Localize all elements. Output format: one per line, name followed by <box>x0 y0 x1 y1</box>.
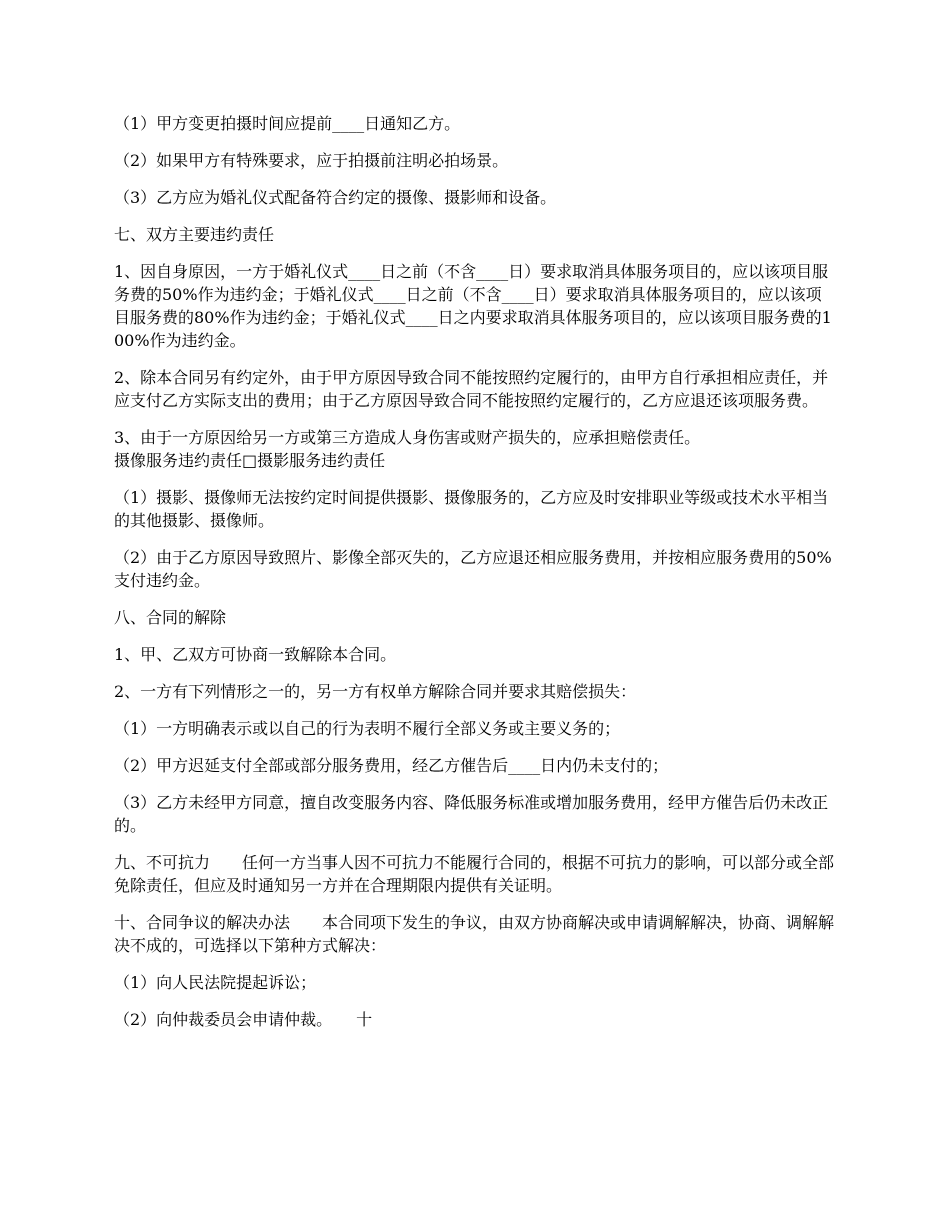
section-heading: 八、合同的解除 <box>114 608 227 627</box>
clause-paragraph: （1）一方明确表示或以自己的行为表明不履行全部义务或主要义务的； <box>114 719 621 738</box>
section-paragraph: 九、不可抗力 任何一方当事人因不可抗力不能履行合同的，根据不可抗力的影响，可以部分或全部免除责任，但应及时通知另一方并在合理期限内提供有关证明。 <box>114 853 835 895</box>
clause-paragraph: 2、除本合同另有约定外，由于甲方原因导致合同不能按照约定履行的，由甲方自行承担相应责任，并应支付乙方实际支出的费用；由于乙方原因导致合同不能按照约定履行的，乙方应退还该项服务费。 <box>114 368 829 410</box>
subsection-heading: 摄像服务违约责任□摄影服务违约责任 <box>114 451 386 470</box>
clause-paragraph: 1、甲、乙双方可协商一致解除本合同。 <box>114 645 397 664</box>
clause-paragraph: （3）乙方应为婚礼仪式配备符合约定的摄像、摄影师和设备。 <box>114 188 557 207</box>
clause-paragraph: （1）向人民法院提起诉讼； <box>114 973 317 992</box>
clause-paragraph: 2、一方有下列情形之一的，另一方有权单方解除合同并要求其赔偿损失： <box>114 682 637 701</box>
clause-paragraph: 1、因自身原因，一方于婚礼仪式____日之前（不含____日）要求取消具体服务项目的，应以该项目服务费的50%作为违约金；于婚礼仪式____日之前（不含____日）要求取消具体服务项目的，应以该项目服务费的80%作为违约金；于婚礼仪式____日之内要求取消具体服务项目的，应以该项目服务费的100%作为违约金。 <box>114 262 832 350</box>
clause-paragraph: （2）由于乙方原因导致照片、影像全部灭失的，乙方应退还相应服务费用，并按相应服务费用的50%支付违约金。 <box>114 548 832 590</box>
clause-paragraph: （2）向仲裁委员会申请仲裁。 十 <box>114 1010 373 1029</box>
clause-paragraph: （2）甲方迟延支付全部或部分服务费用，经乙方催告后____日内仍未支付的； <box>114 756 669 775</box>
clause-paragraph: （1）甲方变更拍摄时间应提前____日通知乙方。 <box>114 114 461 133</box>
section-heading: 七、双方主要违约责任 <box>114 225 275 244</box>
clause-paragraph: （3）乙方未经甲方同意，擅自改变服务内容、降低服务标准或增加服务费用，经甲方催告后仍未改正的。 <box>114 793 829 835</box>
clause-paragraph: （1）摄影、摄像师无法按约定时间提供摄影、摄像服务的，乙方应及时安排职业等级或技术水平相当的其他摄影、摄像师。 <box>114 488 829 530</box>
clause-paragraph: 3、由于一方原因给另一方或第三方造成人身伤害或财产损失的，应承担赔偿责任。 <box>114 428 701 447</box>
document-page <box>114 112 836 1045</box>
clause-paragraph: （2）如果甲方有特殊要求，应于拍摄前注明必拍场景。 <box>114 151 509 170</box>
section-paragraph: 十、合同争议的解决办法 本合同项下发生的争议，由双方协商解决或申请调解解决，协商、调解解决不成的，可选择以下第种方式解决： <box>114 913 835 955</box>
